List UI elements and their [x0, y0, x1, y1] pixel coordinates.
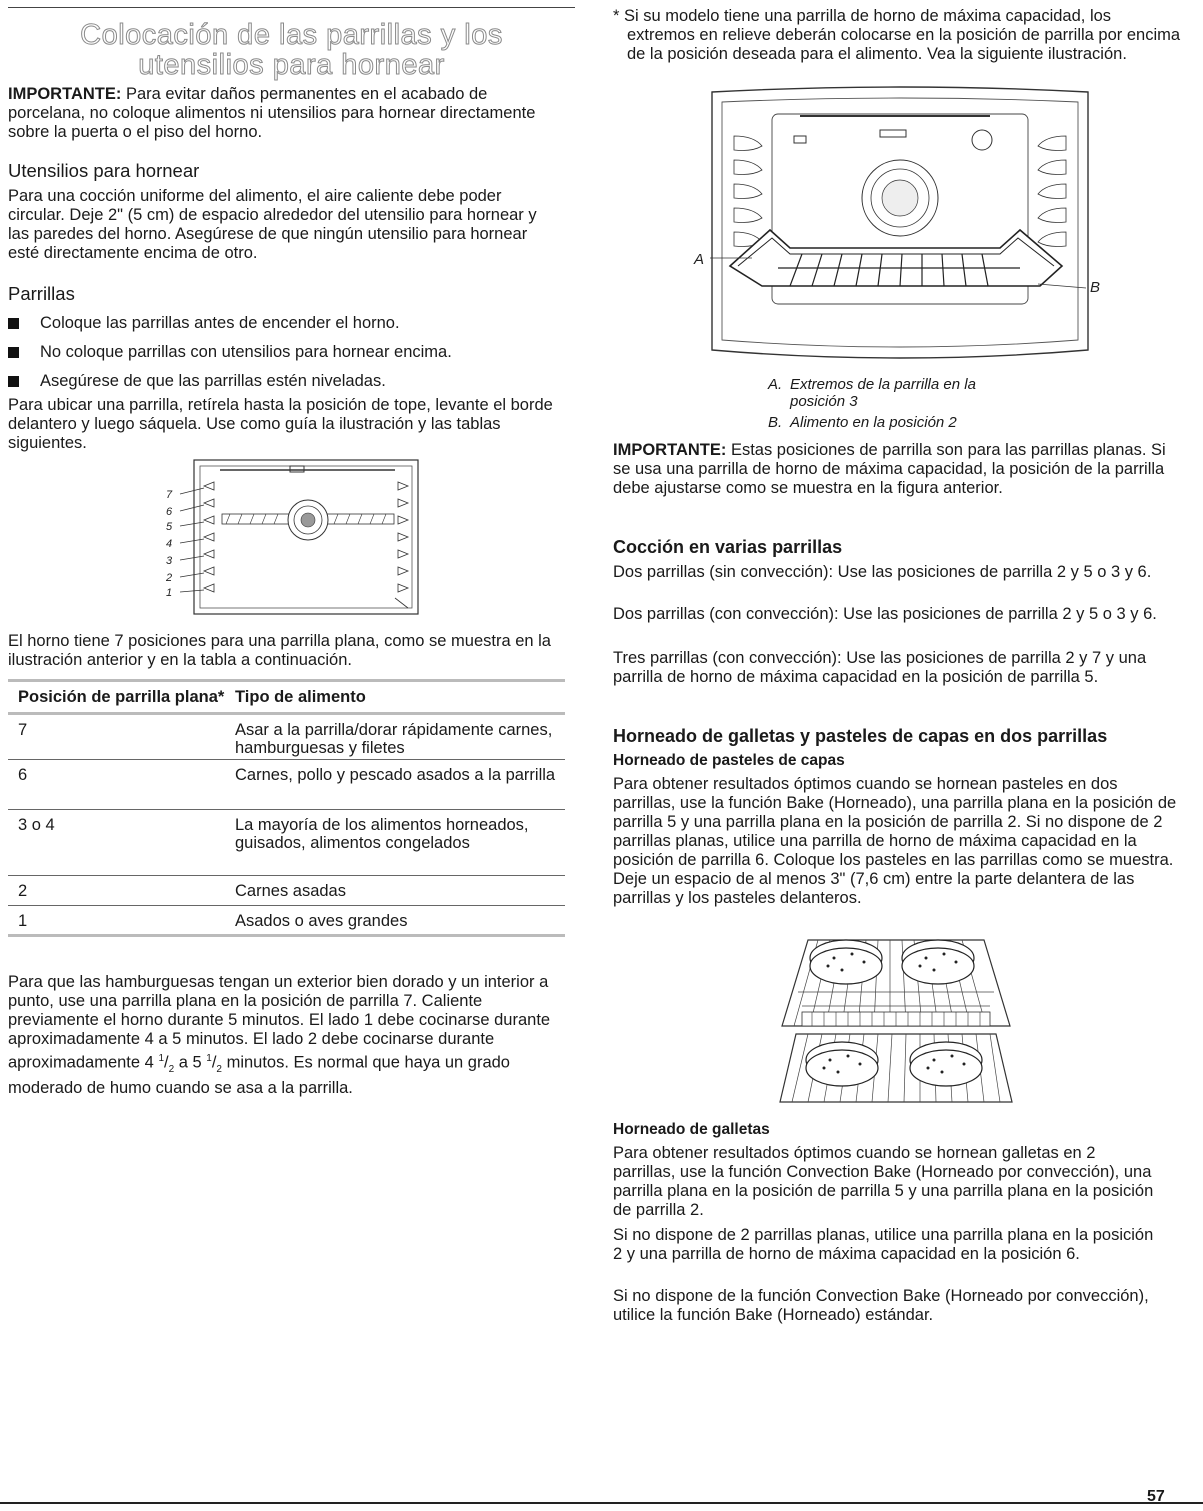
rack-position-label: 3	[166, 555, 173, 567]
rack-position-label: 2	[166, 572, 173, 584]
page-number: 57	[1147, 1488, 1165, 1505]
figure-label-a: A	[694, 251, 705, 268]
cookie-p1: Para obtener resultados óptimos cuando se hornean galletas en 2 parrillas, use la función Convection Bake (Horneado por convección), una parrilla plana en la posición de parrilla 5 y una parrilla plana en la posición de parrilla 2.	[613, 1144, 1154, 1219]
two-rack-heading: Horneado de galletas y pasteles de capas en dos parrillas	[613, 726, 1108, 746]
bullet-square-icon	[8, 376, 19, 387]
table-row: 6 Carnes, pollo y pescado asados a la parrilla	[8, 760, 565, 810]
cookie-p3: Si no dispone de la función Convection Bake (Horneado por convección), utilice la función Bake (Horneado) estándar.	[613, 1287, 1149, 1324]
hamburger-note: Para que las hamburguesas tengan un exterior bien dorado y un interior a punto, use una parrilla plana en la posición de parrilla 7. Caliente previamente el horno durante 5 minutos. El lado 1 debe cocinarse durante aproximadamente 4 a 5 minutos. El lado 2 debe cocinarse durante aproximadamente 4 $^1/_2$ a 5 $^1/_2$ minutos. Es normal que haya un grado moderado de humo cuando se asa a la parrilla.	[8, 973, 551, 1097]
figure-caption: A. Extremos de la parrilla en la posición 3 B. Alimento en la posición 2	[768, 376, 976, 431]
table-row: 2 Carnes asadas	[8, 876, 565, 906]
rack-position-label: 4	[166, 538, 173, 550]
table-row: 3 o 4 La mayoría de los alimentos horneados, guisados, alimentos congelados	[8, 810, 565, 876]
rack-positions-figure	[160, 458, 422, 618]
cake-placement-figure	[772, 936, 1020, 1106]
top-rule	[8, 7, 575, 8]
multi-rack-p3: Tres parrillas (con convección): Use las posiciones de parrilla 2 y 7 y una parrilla de horno de máxima capacidad en la posición de parrilla 5.	[613, 649, 1147, 686]
utensilios-body: Para una cocción uniforme del alimento, el aire caliente debe poder circular. Deje 2" (5 cm) de espacio alrededor del utensilio para hornear y las paredes del horno. Asegúrese de que ningún utensilio para hornear esté directamente encima de otro.	[8, 187, 537, 262]
utensilios-heading: Utensilios para hornear	[8, 160, 200, 181]
bottom-rule	[0, 1502, 1203, 1504]
bullet-square-icon	[8, 347, 19, 358]
rack-position-label: 7	[166, 489, 173, 501]
rack-position-label: 1	[166, 587, 173, 599]
table-header-food: Tipo de alimento	[225, 681, 565, 714]
cake-heading: Horneado de pasteles de capas	[613, 752, 845, 769]
table-row: 1 Asados o aves grandes	[8, 906, 565, 936]
figure-label-b: B	[1090, 279, 1101, 296]
multi-rack-p2: Dos parrillas (con convección): Use las posiciones de parrilla 2 y 5 o 3 y 6.	[613, 605, 1157, 623]
rack-position-label: 6	[166, 506, 173, 518]
cake-body: Para obtener resultados óptimos cuando se hornean pasteles en dos parrillas, use la función Bake (Horneado), una parrilla plana en la posición de parrilla 5 y una parrilla plana en la posición de parrilla 2. Si no dispone de 2 parrillas planas, utilice una parrilla de horno de máxima capacidad en la posición de parrilla 6. Coloque los pasteles en las parrillas como se muestra. Deje un espacio de al menos 3" (7,6 cm) entre la parte delantera de las parrillas y los pasteles delanteros.	[613, 775, 1177, 907]
positions-intro: El horno tiene 7 posiciones para una parrilla plana, como se muestra en la ilustración anterior y en la tabla a continuación.	[8, 632, 551, 669]
table-header-position: Posición de parrilla plana*	[8, 681, 225, 714]
bullet-square-icon	[8, 318, 19, 329]
multi-rack-heading: Cocción en varias parrillas	[613, 537, 843, 557]
max-capacity-note: * Si su modelo tiene una parrilla de horno de máxima capacidad, los extremos en relieve deberán colocarse en la posición de parrilla por encima de la posición deseada para el alimento. Vea la siguiente ilustración.	[613, 7, 1181, 63]
page-title: Colocación de las parrillas y los utensilios para hornear	[80, 19, 503, 81]
rack-position-label: 5	[166, 521, 173, 533]
parrillas-heading: Parrillas	[8, 283, 75, 304]
parrillas-body: Para ubicar una parrilla, retírela hasta la posición de tope, levante el borde delantero y luego sáquela. Use como guía la ilustración y las tablas siguientes.	[8, 396, 553, 452]
table-row: 7 Asar a la parrilla/dorar rápidamente carnes, hamburguesas y filetes	[8, 714, 565, 760]
important-intro: IMPORTANTE: Para evitar daños permanentes en el acabado de porcelana, no coloque alimentos ni utensilios para hornear directamente sobre la puerta o el piso del horno.	[8, 85, 536, 141]
important-positions: IMPORTANTE: Estas posiciones de parrilla son para las parrillas planas. Si se usa una parrilla de horno de máxima capacidad, la posición de la parrilla debe ajustarse como se muestra en la figura anterior.	[613, 441, 1166, 497]
cookie-p2: Si no dispone de 2 parrillas planas, utilice una parrilla plana en la posición 2 y una parrilla de horno de máxima capacidad en la posición 6.	[613, 1226, 1154, 1263]
oven-max-capacity-figure	[690, 88, 1110, 370]
rack-position-table	[8, 679, 565, 937]
multi-rack-p1: Dos parrillas (sin convección): Use las posiciones de parrilla 2 y 5 o 3 y 6.	[613, 563, 1152, 581]
cookie-heading: Horneado de galletas	[613, 1121, 770, 1138]
